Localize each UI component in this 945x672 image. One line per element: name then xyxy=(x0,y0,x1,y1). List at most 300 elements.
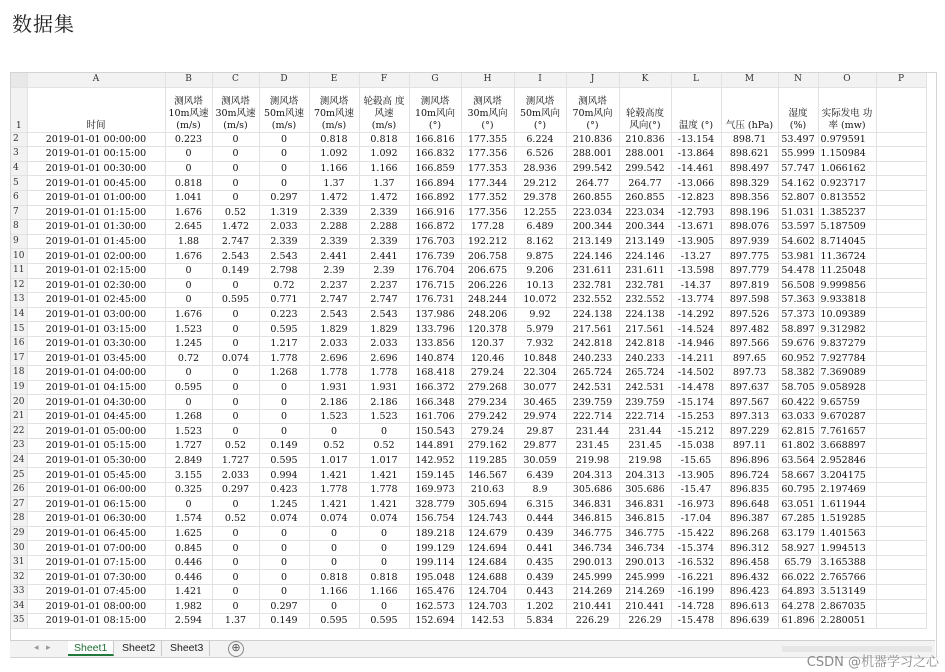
table-cell[interactable]: 7.369089 xyxy=(818,366,876,381)
table-cell[interactable]: 0.845 xyxy=(165,541,212,556)
table-cell[interactable]: 223.034 xyxy=(619,205,671,220)
table-cell[interactable]: 63.179 xyxy=(778,526,818,541)
table-cell[interactable]: -16.199 xyxy=(671,585,721,600)
table-cell[interactable]: 299.542 xyxy=(566,161,619,176)
table-cell[interactable]: 222.714 xyxy=(619,409,671,424)
table-cell[interactable]: 2019-01-01 04:45:00 xyxy=(27,409,165,424)
table-cell[interactable]: 0.979591 xyxy=(818,132,876,147)
table-cell[interactable]: 0.223 xyxy=(259,307,309,322)
table-cell[interactable]: 0 xyxy=(259,541,309,556)
table-cell[interactable]: 60.795 xyxy=(778,482,818,497)
column-header[interactable]: E xyxy=(309,73,359,87)
table-cell[interactable]: 9.875 xyxy=(514,249,566,264)
table-cell[interactable]: 1.245 xyxy=(165,336,212,351)
table-cell[interactable]: -13.905 xyxy=(671,234,721,249)
table-cell-empty[interactable] xyxy=(876,176,926,191)
table-cell[interactable]: 898.497 xyxy=(721,161,778,176)
table-cell[interactable]: 279.162 xyxy=(461,439,514,454)
row-number[interactable]: 4 xyxy=(11,161,27,176)
column-header[interactable]: K xyxy=(619,73,671,87)
table-cell[interactable]: 199.129 xyxy=(409,541,461,556)
table-cell[interactable]: 1.202 xyxy=(514,599,566,614)
table-cell[interactable]: 0.818 xyxy=(309,570,359,585)
table-cell[interactable]: 0 xyxy=(165,263,212,278)
table-cell[interactable]: 124.743 xyxy=(461,512,514,527)
table-cell[interactable]: 0 xyxy=(359,555,409,570)
table-cell[interactable]: 242.531 xyxy=(566,380,619,395)
table-cell[interactable]: 2.543 xyxy=(359,307,409,322)
table-cell[interactable]: 0 xyxy=(259,424,309,439)
table-cell[interactable]: 210.63 xyxy=(461,482,514,497)
table-cell[interactable]: 346.734 xyxy=(566,541,619,556)
table-cell[interactable]: 0 xyxy=(309,599,359,614)
column-header[interactable]: L xyxy=(671,73,721,87)
column-header[interactable]: A xyxy=(27,73,165,87)
table-cell[interactable]: 0 xyxy=(359,541,409,556)
table-cell[interactable]: 305.694 xyxy=(461,497,514,512)
table-cell[interactable]: 5.979 xyxy=(514,322,566,337)
table-cell[interactable]: 161.706 xyxy=(409,409,461,424)
table-cell[interactable]: 222.714 xyxy=(566,409,619,424)
table-cell[interactable]: 0.595 xyxy=(212,293,259,308)
table-cell[interactable]: 0 xyxy=(212,585,259,600)
table-cell[interactable]: -14.502 xyxy=(671,366,721,381)
table-cell[interactable]: 897.65 xyxy=(721,351,778,366)
table-cell[interactable]: 0 xyxy=(165,395,212,410)
table-cell[interactable]: 9.999856 xyxy=(818,278,876,293)
table-cell[interactable]: 217.561 xyxy=(566,322,619,337)
row-number[interactable]: 20 xyxy=(11,395,27,410)
table-cell[interactable]: 166.872 xyxy=(409,220,461,235)
row-number[interactable]: 13 xyxy=(11,293,27,308)
table-cell-empty[interactable] xyxy=(876,585,926,600)
table-cell[interactable]: 162.573 xyxy=(409,599,461,614)
table-cell[interactable]: -14.478 xyxy=(671,380,721,395)
table-cell[interactable]: 1.472 xyxy=(309,190,359,205)
row-number[interactable]: 31 xyxy=(11,555,27,570)
table-cell[interactable]: 1.37 xyxy=(309,176,359,191)
table-cell[interactable]: 192.212 xyxy=(461,234,514,249)
table-cell[interactable]: 177.356 xyxy=(461,205,514,220)
row-number[interactable]: 5 xyxy=(11,176,27,191)
table-cell[interactable]: 1.676 xyxy=(165,249,212,264)
table-cell[interactable]: 2.186 xyxy=(359,395,409,410)
table-cell[interactable]: 346.831 xyxy=(566,497,619,512)
row-number[interactable]: 30 xyxy=(11,541,27,556)
table-cell[interactable]: 29.378 xyxy=(514,190,566,205)
table-cell[interactable]: 177.352 xyxy=(461,190,514,205)
table-cell[interactable]: 200.344 xyxy=(566,220,619,235)
table-cell[interactable]: -13.598 xyxy=(671,263,721,278)
column-header[interactable]: M xyxy=(721,73,778,87)
table-cell[interactable]: 2.441 xyxy=(309,249,359,264)
table-cell[interactable]: 2.339 xyxy=(359,234,409,249)
table-cell[interactable]: 1.268 xyxy=(259,366,309,381)
table-cell[interactable]: 346.775 xyxy=(619,526,671,541)
table-cell[interactable]: 1.523 xyxy=(309,409,359,424)
table-cell[interactable]: 2019-01-01 00:00:00 xyxy=(27,132,165,147)
table-cell[interactable]: 3.155 xyxy=(165,468,212,483)
table-cell[interactable]: 1.727 xyxy=(165,439,212,454)
table-cell[interactable]: 53.981 xyxy=(778,249,818,264)
table-cell[interactable]: 0 xyxy=(212,147,259,162)
table-cell[interactable]: 210.441 xyxy=(566,599,619,614)
table-cell[interactable]: 0 xyxy=(259,585,309,600)
table-cell[interactable]: 176.731 xyxy=(409,293,461,308)
table-cell[interactable]: 224.138 xyxy=(566,307,619,322)
table-cell[interactable]: 1.385237 xyxy=(818,205,876,220)
table-cell[interactable]: 0.446 xyxy=(165,555,212,570)
table-cell[interactable]: 2019-01-01 03:15:00 xyxy=(27,322,165,337)
table-cell[interactable]: 177.356 xyxy=(461,147,514,162)
table-cell[interactable]: 0 xyxy=(212,278,259,293)
table-cell[interactable]: 7.927784 xyxy=(818,351,876,366)
header-cell[interactable]: 测风塔 30m风向 (°) xyxy=(461,87,514,132)
table-cell[interactable]: 2019-01-01 07:15:00 xyxy=(27,555,165,570)
table-cell[interactable]: 0 xyxy=(165,366,212,381)
table-cell[interactable]: -14.946 xyxy=(671,336,721,351)
table-cell-empty[interactable] xyxy=(876,234,926,249)
table-cell[interactable]: 0.439 xyxy=(514,526,566,541)
table-cell[interactable]: 897.598 xyxy=(721,293,778,308)
table-cell[interactable]: 897.567 xyxy=(721,395,778,410)
table-cell[interactable]: 264.77 xyxy=(566,176,619,191)
table-cell-empty[interactable] xyxy=(876,322,926,337)
table-cell[interactable]: 9.312982 xyxy=(818,322,876,337)
table-cell[interactable]: 0.818 xyxy=(165,176,212,191)
table-cell[interactable]: 0 xyxy=(212,526,259,541)
table-cell[interactable]: 206.675 xyxy=(461,263,514,278)
table-cell[interactable]: 3.204175 xyxy=(818,468,876,483)
table-cell[interactable]: 245.999 xyxy=(566,570,619,585)
table-cell[interactable]: -15.65 xyxy=(671,453,721,468)
table-cell[interactable]: 63.033 xyxy=(778,409,818,424)
table-cell[interactable]: 2019-01-01 05:45:00 xyxy=(27,468,165,483)
table-cell[interactable]: 898.076 xyxy=(721,220,778,235)
table-cell[interactable]: 0 xyxy=(212,366,259,381)
table-cell[interactable]: 2019-01-01 01:30:00 xyxy=(27,220,165,235)
table-cell[interactable]: 0 xyxy=(212,322,259,337)
table-cell[interactable]: 11.36724 xyxy=(818,249,876,264)
table-cell[interactable]: 896.458 xyxy=(721,555,778,570)
table-cell-empty[interactable] xyxy=(876,220,926,235)
table-cell[interactable]: 58.382 xyxy=(778,366,818,381)
row-number[interactable]: 2 xyxy=(11,132,27,147)
table-cell[interactable]: 133.856 xyxy=(409,336,461,351)
table-cell[interactable]: 260.855 xyxy=(566,190,619,205)
table-cell[interactable]: 288.001 xyxy=(619,147,671,162)
table-cell[interactable]: 2.39 xyxy=(309,263,359,278)
table-cell[interactable]: 58.927 xyxy=(778,541,818,556)
table-cell[interactable]: 0 xyxy=(259,132,309,147)
table-cell-empty[interactable] xyxy=(876,424,926,439)
table-cell[interactable]: 120.378 xyxy=(461,322,514,337)
table-cell[interactable]: 0 xyxy=(259,380,309,395)
table-cell[interactable]: 2019-01-01 04:30:00 xyxy=(27,395,165,410)
row-number[interactable]: 29 xyxy=(11,526,27,541)
column-header[interactable]: I xyxy=(514,73,566,87)
table-cell[interactable]: 0 xyxy=(212,190,259,205)
header-cell[interactable]: 测风塔 30m风速 (m/s) xyxy=(212,87,259,132)
header-cell[interactable]: 温度 (°) xyxy=(671,87,721,132)
table-cell[interactable]: 897.566 xyxy=(721,336,778,351)
table-cell-empty[interactable] xyxy=(876,366,926,381)
table-cell[interactable]: 2.280051 xyxy=(818,614,876,629)
table-cell[interactable]: 0.595 xyxy=(259,453,309,468)
spreadsheet[interactable] xyxy=(10,72,937,658)
table-cell[interactable]: 2.798 xyxy=(259,263,309,278)
tab-scroll-left-icon[interactable]: ◂ xyxy=(34,642,39,652)
table-cell[interactable]: 2.747 xyxy=(309,293,359,308)
table-cell[interactable]: 2.237 xyxy=(359,278,409,293)
table-cell[interactable]: 2.339 xyxy=(359,205,409,220)
table-cell[interactable]: 0.72 xyxy=(165,351,212,366)
table-cell[interactable]: 0 xyxy=(259,176,309,191)
table-cell[interactable]: 0 xyxy=(212,336,259,351)
table-cell[interactable]: 898.621 xyxy=(721,147,778,162)
table-cell[interactable]: 0 xyxy=(212,307,259,322)
table-cell[interactable]: 22.304 xyxy=(514,366,566,381)
table-cell[interactable]: 29.212 xyxy=(514,176,566,191)
table-cell[interactable]: 0 xyxy=(165,293,212,308)
table-cell[interactable]: 897.11 xyxy=(721,439,778,454)
table-cell[interactable]: 0 xyxy=(212,395,259,410)
table-cell[interactable]: 63.564 xyxy=(778,453,818,468)
header-cell[interactable]: 实际发电 功率 (mw) xyxy=(818,87,876,132)
table-cell[interactable]: 176.715 xyxy=(409,278,461,293)
table-cell[interactable]: 1.778 xyxy=(359,366,409,381)
table-cell[interactable]: 67.285 xyxy=(778,512,818,527)
table-cell[interactable]: 176.704 xyxy=(409,263,461,278)
table-cell[interactable]: 1.778 xyxy=(309,366,359,381)
table-cell[interactable]: 165.476 xyxy=(409,585,461,600)
header-cell[interactable]: 轮毂高 度风速 (m/s) xyxy=(359,87,409,132)
table-cell[interactable]: 1.472 xyxy=(359,190,409,205)
table-cell[interactable]: 124.703 xyxy=(461,599,514,614)
table-cell[interactable]: 65.79 xyxy=(778,555,818,570)
table-cell[interactable]: 231.45 xyxy=(566,439,619,454)
table-cell[interactable]: 898.71 xyxy=(721,132,778,147)
table-cell[interactable]: 57.363 xyxy=(778,293,818,308)
table-cell[interactable]: 2019-01-01 07:00:00 xyxy=(27,541,165,556)
table-cell-empty[interactable] xyxy=(876,351,926,366)
table-cell[interactable]: 2.952846 xyxy=(818,453,876,468)
column-header[interactable]: H xyxy=(461,73,514,87)
header-cell[interactable]: 测风塔 70m风速 (m/s) xyxy=(309,87,359,132)
table-cell[interactable]: 2019-01-01 00:15:00 xyxy=(27,147,165,162)
table-cell[interactable]: 1.166 xyxy=(309,161,359,176)
table-cell[interactable]: 2.237 xyxy=(309,278,359,293)
table-cell[interactable]: 232.781 xyxy=(566,278,619,293)
table-cell[interactable]: 8.9 xyxy=(514,482,566,497)
table-cell-empty[interactable] xyxy=(876,439,926,454)
row-number[interactable]: 26 xyxy=(11,482,27,497)
row-number[interactable]: 7 xyxy=(11,205,27,220)
row-number[interactable]: 22 xyxy=(11,424,27,439)
table-cell[interactable]: 2019-01-01 01:45:00 xyxy=(27,234,165,249)
table-cell[interactable]: 242.818 xyxy=(566,336,619,351)
table-cell[interactable]: 2019-01-01 05:00:00 xyxy=(27,424,165,439)
table-cell[interactable]: 0 xyxy=(259,570,309,585)
table-cell[interactable]: 0.818 xyxy=(359,570,409,585)
table-cell[interactable]: 6.489 xyxy=(514,220,566,235)
table-cell[interactable]: 9.933818 xyxy=(818,293,876,308)
table-cell[interactable]: 0.074 xyxy=(309,512,359,527)
table-cell[interactable]: 0 xyxy=(165,497,212,512)
table-cell-empty[interactable] xyxy=(876,555,926,570)
table-cell[interactable]: 58.705 xyxy=(778,380,818,395)
table-cell[interactable]: 2.39 xyxy=(359,263,409,278)
column-header[interactable]: D xyxy=(259,73,309,87)
table-cell[interactable]: 897.73 xyxy=(721,366,778,381)
column-header[interactable]: B xyxy=(165,73,212,87)
table-cell[interactable]: 166.348 xyxy=(409,395,461,410)
table-cell[interactable]: 206.758 xyxy=(461,249,514,264)
sheet-tab-3[interactable]: Sheet3 xyxy=(164,641,210,656)
table-cell[interactable]: 6.439 xyxy=(514,468,566,483)
table-cell[interactable]: -16.532 xyxy=(671,555,721,570)
header-cell[interactable]: 轮毂高度 风向(°) xyxy=(619,87,671,132)
table-cell[interactable]: 64.278 xyxy=(778,599,818,614)
table-cell[interactable]: -12.793 xyxy=(671,205,721,220)
table-cell[interactable]: 0 xyxy=(259,395,309,410)
table-cell[interactable]: 156.754 xyxy=(409,512,461,527)
table-cell[interactable]: 1.017 xyxy=(359,453,409,468)
row-number[interactable]: 32 xyxy=(11,570,27,585)
table-cell[interactable]: 9.206 xyxy=(514,263,566,278)
table-cell[interactable]: 2.033 xyxy=(309,336,359,351)
table-cell[interactable]: 299.542 xyxy=(619,161,671,176)
table-cell[interactable]: 224.146 xyxy=(566,249,619,264)
table-cell[interactable]: 346.775 xyxy=(566,526,619,541)
table-cell[interactable]: 0.595 xyxy=(309,614,359,629)
data-grid[interactable] xyxy=(11,73,927,629)
table-cell[interactable]: -13.066 xyxy=(671,176,721,191)
table-cell[interactable]: 213.149 xyxy=(619,234,671,249)
row-number[interactable]: 8 xyxy=(11,220,27,235)
table-cell[interactable]: 53.597 xyxy=(778,220,818,235)
table-cell-empty[interactable] xyxy=(876,482,926,497)
table-cell[interactable]: 0.595 xyxy=(359,614,409,629)
table-cell-empty[interactable] xyxy=(876,147,926,162)
table-cell[interactable]: 265.724 xyxy=(619,366,671,381)
table-cell[interactable]: 2019-01-01 07:45:00 xyxy=(27,585,165,600)
table-cell[interactable]: 199.114 xyxy=(409,555,461,570)
table-cell[interactable]: 152.694 xyxy=(409,614,461,629)
column-header[interactable]: F xyxy=(359,73,409,87)
table-cell[interactable]: 223.034 xyxy=(566,205,619,220)
table-cell[interactable]: 898.329 xyxy=(721,176,778,191)
header-cell[interactable]: 时间 xyxy=(27,87,165,132)
table-cell[interactable]: 6.315 xyxy=(514,497,566,512)
table-cell[interactable]: 0.441 xyxy=(514,541,566,556)
table-cell[interactable]: 210.836 xyxy=(619,132,671,147)
header-cell[interactable]: 测风塔 10m风向 (°) xyxy=(409,87,461,132)
header-cell[interactable]: 测风塔 50m风速 (m/s) xyxy=(259,87,309,132)
table-cell[interactable]: 1.931 xyxy=(309,380,359,395)
table-cell[interactable]: 0 xyxy=(212,176,259,191)
table-cell[interactable]: 0 xyxy=(212,424,259,439)
table-cell[interactable]: 2019-01-01 02:00:00 xyxy=(27,249,165,264)
table-cell[interactable]: 0 xyxy=(212,161,259,176)
table-cell[interactable]: 0 xyxy=(259,555,309,570)
table-cell[interactable]: 0.595 xyxy=(165,380,212,395)
table-cell[interactable]: 29.87 xyxy=(514,424,566,439)
table-cell-empty[interactable] xyxy=(876,190,926,205)
table-cell-empty[interactable] xyxy=(876,293,926,308)
table-cell[interactable]: 896.432 xyxy=(721,570,778,585)
table-cell[interactable]: 897.779 xyxy=(721,263,778,278)
table-cell[interactable]: 29.974 xyxy=(514,409,566,424)
table-cell[interactable]: 1.994513 xyxy=(818,541,876,556)
table-cell[interactable]: 1.829 xyxy=(309,322,359,337)
table-cell[interactable]: -15.47 xyxy=(671,482,721,497)
table-cell[interactable]: 896.724 xyxy=(721,468,778,483)
table-cell[interactable]: 204.313 xyxy=(619,468,671,483)
table-cell[interactable]: 124.704 xyxy=(461,585,514,600)
table-cell[interactable]: 0.595 xyxy=(259,322,309,337)
table-cell[interactable]: 305.686 xyxy=(619,482,671,497)
table-cell[interactable]: 2019-01-01 02:15:00 xyxy=(27,263,165,278)
table-cell[interactable]: 146.567 xyxy=(461,468,514,483)
table-cell[interactable]: 2.288 xyxy=(309,220,359,235)
table-cell[interactable]: 0 xyxy=(259,526,309,541)
table-cell[interactable]: 30.077 xyxy=(514,380,566,395)
table-cell[interactable]: 6.224 xyxy=(514,132,566,147)
sheet-tab-1[interactable]: Sheet1 xyxy=(68,641,114,656)
table-cell[interactable]: 177.355 xyxy=(461,132,514,147)
table-cell[interactable]: 2.186 xyxy=(309,395,359,410)
table-cell[interactable]: 240.233 xyxy=(566,351,619,366)
table-cell[interactable]: 2.339 xyxy=(309,205,359,220)
table-cell[interactable]: 2019-01-01 00:45:00 xyxy=(27,176,165,191)
table-cell[interactable]: 232.552 xyxy=(619,293,671,308)
table-cell[interactable]: 12.255 xyxy=(514,205,566,220)
table-cell[interactable]: 0 xyxy=(212,599,259,614)
row-number[interactable]: 11 xyxy=(11,263,27,278)
table-cell[interactable]: 248.206 xyxy=(461,307,514,322)
table-cell[interactable]: 204.313 xyxy=(566,468,619,483)
table-cell[interactable]: 0.52 xyxy=(309,439,359,454)
row-number[interactable]: 21 xyxy=(11,409,27,424)
table-cell[interactable]: 0 xyxy=(309,555,359,570)
table-cell[interactable]: -13.905 xyxy=(671,468,721,483)
table-cell[interactable]: 54.478 xyxy=(778,263,818,278)
table-cell[interactable]: 346.734 xyxy=(619,541,671,556)
tab-scroll-right-icon[interactable]: ▸ xyxy=(46,642,51,652)
table-cell[interactable]: 176.739 xyxy=(409,249,461,264)
table-cell[interactable]: 60.422 xyxy=(778,395,818,410)
table-cell[interactable]: 0.813552 xyxy=(818,190,876,205)
table-cell[interactable]: 10.072 xyxy=(514,293,566,308)
table-cell[interactable]: 124.679 xyxy=(461,526,514,541)
table-cell[interactable]: 1.017 xyxy=(309,453,359,468)
table-cell-empty[interactable] xyxy=(876,395,926,410)
table-cell[interactable]: 176.703 xyxy=(409,234,461,249)
table-cell[interactable]: 231.44 xyxy=(619,424,671,439)
table-cell[interactable]: 2.339 xyxy=(259,234,309,249)
table-cell[interactable]: 1.245 xyxy=(259,497,309,512)
table-cell[interactable]: 2019-01-01 03:45:00 xyxy=(27,351,165,366)
table-cell[interactable]: 1.982 xyxy=(165,599,212,614)
table-cell[interactable]: 0.818 xyxy=(309,132,359,147)
column-header[interactable]: P xyxy=(876,73,926,87)
table-cell[interactable]: 239.759 xyxy=(619,395,671,410)
table-cell[interactable]: 279.234 xyxy=(461,395,514,410)
table-cell[interactable]: 231.44 xyxy=(566,424,619,439)
table-cell[interactable]: 137.986 xyxy=(409,307,461,322)
table-cell[interactable]: 2.543 xyxy=(259,249,309,264)
